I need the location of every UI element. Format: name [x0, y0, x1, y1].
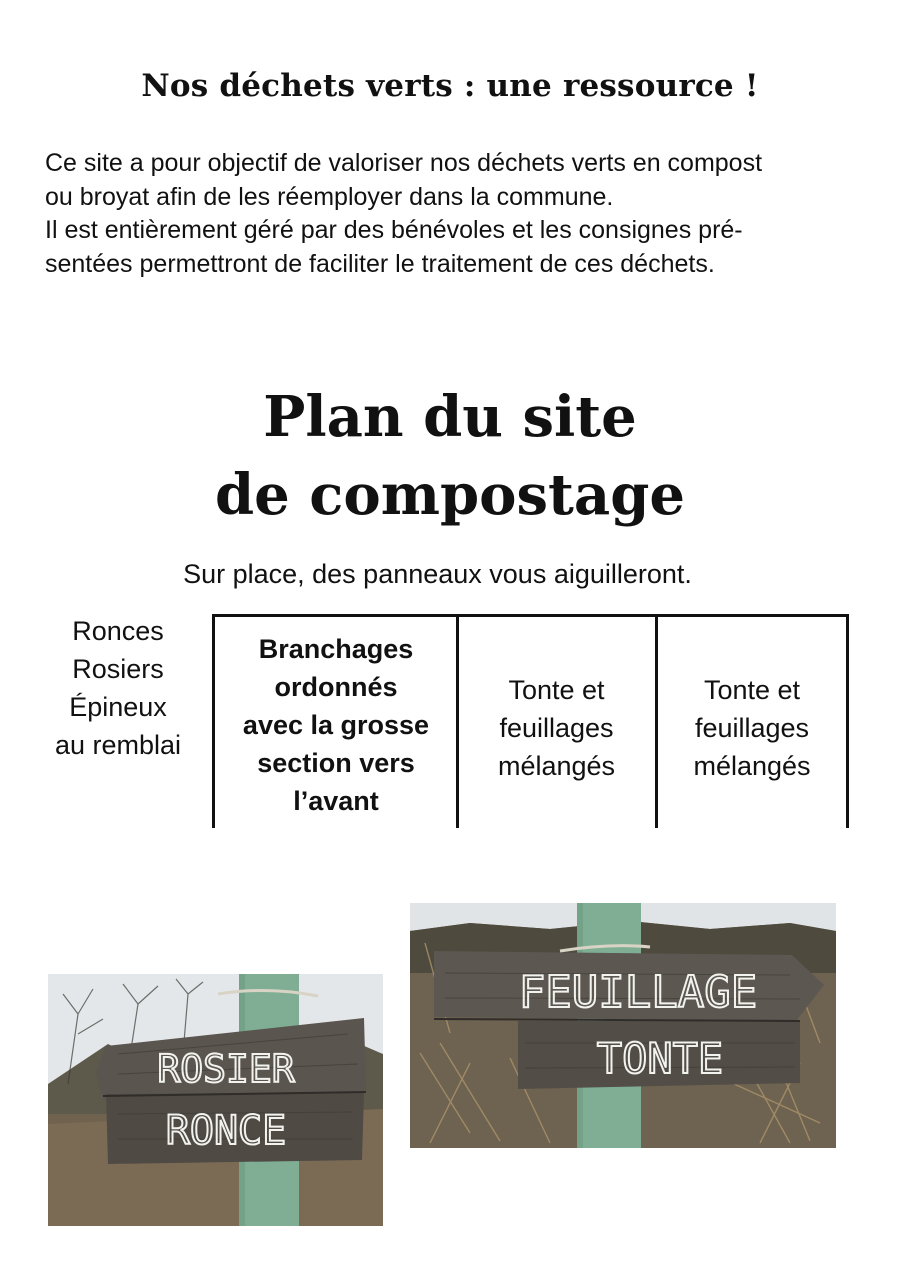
bin-divider	[456, 614, 459, 828]
intro-paragraph	[45, 147, 865, 281]
bin-label-line: mélangés	[497, 751, 616, 781]
bin-label-line: l’avant	[293, 786, 379, 816]
sign-text: FEUILLAGE	[518, 967, 758, 1018]
sign-text: RONCE	[165, 1108, 287, 1154]
side-note-line: au remblai	[54, 730, 182, 760]
bin-mow-label	[460, 671, 653, 785]
side-note-line: Rosiers	[72, 654, 164, 684]
intro-line: Il est entièrement géré par des bénévoles et les consignes pré-	[45, 216, 743, 244]
intro-line: ou broyat afin de les réemployer dans la commune.	[45, 182, 614, 211]
bin-mow-label	[659, 671, 845, 785]
sign-text: TONTE	[596, 1034, 724, 1083]
plan-title-line: Plan du site	[263, 384, 637, 450]
bin-divider	[212, 614, 215, 828]
page-title: Nos déchets verts : une ressource !	[141, 68, 759, 104]
photo-rosier-ronce-sign	[48, 974, 383, 1226]
bin-top-border	[212, 614, 849, 617]
bin-label-line: Tonte et	[703, 675, 801, 705]
plan-subtitle: Sur place, des panneaux vous aiguilleront.	[183, 559, 692, 589]
bin-label-line: Branchages	[258, 634, 414, 664]
photo-illustration	[410, 903, 836, 1148]
bin-label-line: section vers	[257, 748, 415, 778]
bin-branches-label	[218, 630, 454, 820]
bin-divider	[655, 614, 658, 828]
bin-label-line: Tonte et	[508, 675, 605, 705]
intro-line: Ce site a pour objectif de valoriser nos déchets verts en compost	[45, 149, 763, 177]
sign-text: ROSIER	[157, 1047, 295, 1091]
plan-title	[0, 378, 900, 534]
bin-label-line: mélangés	[693, 751, 811, 781]
bin-divider	[846, 614, 849, 828]
bins-plan	[212, 614, 849, 828]
side-note-line: Épineux	[69, 692, 167, 722]
bin-label-line: ordonnés	[274, 672, 398, 702]
bin-label-line: avec la grosse	[242, 710, 430, 740]
intro-line: sentées permettront de faciliter le traitement de ces déchets.	[45, 249, 715, 278]
bin-label-line: feuillages	[694, 713, 810, 743]
plan-title-line: de compostage	[215, 462, 685, 528]
bin-label-line: feuillages	[499, 713, 614, 743]
side-note	[38, 612, 198, 764]
photo-illustration	[48, 974, 383, 1226]
side-note-line: Ronces	[72, 616, 164, 646]
photo-feuillage-tonte-sign	[410, 903, 836, 1148]
